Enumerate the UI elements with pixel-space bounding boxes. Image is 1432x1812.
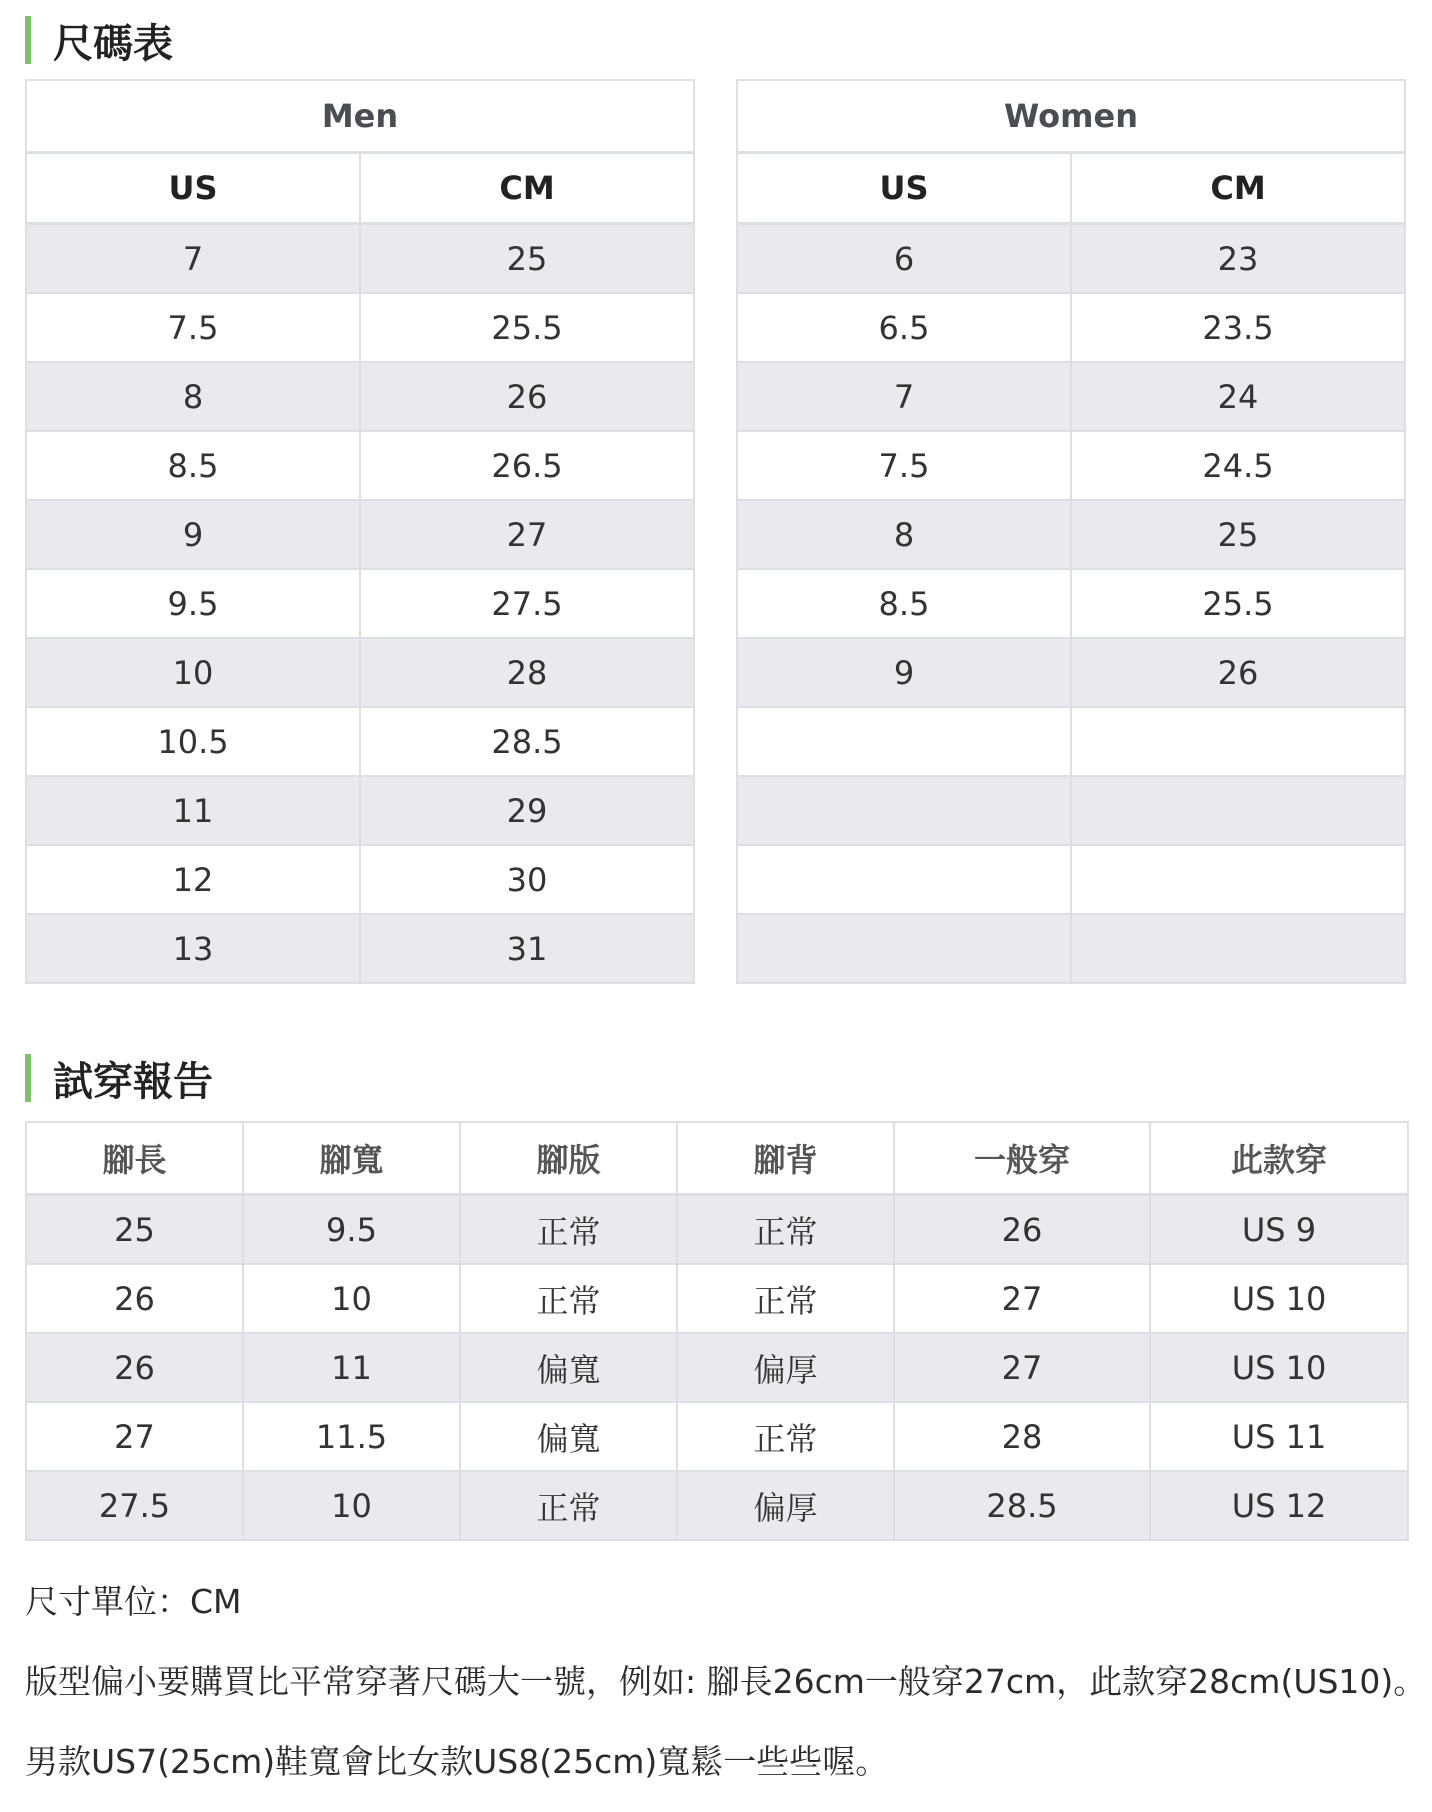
usual-size-cell: 28 xyxy=(894,1402,1150,1471)
this-model-size-header: 此款穿 xyxy=(1150,1122,1408,1195)
women-us-cell: 6 xyxy=(737,224,1071,294)
men-cm-header: CM xyxy=(360,153,694,224)
fit-report-table xyxy=(25,1121,1409,1541)
men-us-cell: 7.5 xyxy=(26,293,360,362)
women-cm-cell: 24 xyxy=(1071,362,1405,431)
foot-shape-cell: 正常 xyxy=(460,1264,677,1333)
this-model-size-cell: US 9 xyxy=(1150,1195,1408,1265)
men-size-row xyxy=(26,293,694,362)
instep-cell: 正常 xyxy=(677,1195,894,1265)
foot-shape-header: 腳版 xyxy=(460,1122,677,1195)
foot-shape-cell: 偏寬 xyxy=(460,1402,677,1471)
men-us-cell: 10.5 xyxy=(26,707,360,776)
men-size-row xyxy=(26,500,694,569)
men-size-row xyxy=(26,569,694,638)
women-size-row xyxy=(737,500,1405,569)
women-us-cell xyxy=(737,845,1071,914)
this-model-size-cell: US 12 xyxy=(1150,1471,1408,1540)
women-size-row xyxy=(737,776,1405,845)
instep-cell: 偏厚 xyxy=(677,1471,894,1540)
usual-size-header: 一般穿 xyxy=(894,1122,1150,1195)
women-us-cell xyxy=(737,707,1071,776)
foot-length-header: 腳長 xyxy=(26,1122,243,1195)
women-us-cell: 9 xyxy=(737,638,1071,707)
women-us-cell: 7 xyxy=(737,362,1071,431)
foot-shape-cell: 正常 xyxy=(460,1195,677,1265)
men-size-row xyxy=(26,707,694,776)
women-cm-header: CM xyxy=(1071,153,1405,224)
men-us-cell: 13 xyxy=(26,914,360,983)
usual-size-cell: 27 xyxy=(894,1264,1150,1333)
men-cm-cell: 29 xyxy=(360,776,694,845)
women-size-row xyxy=(737,707,1405,776)
men-size-row xyxy=(26,431,694,500)
this-model-size-cell: US 10 xyxy=(1150,1264,1408,1333)
foot-length-cell: 26 xyxy=(26,1264,243,1333)
men-cm-cell: 28 xyxy=(360,638,694,707)
men-cm-cell: 30 xyxy=(360,845,694,914)
usual-size-cell: 28.5 xyxy=(894,1471,1150,1540)
women-us-header: US xyxy=(737,153,1071,224)
women-size-row xyxy=(737,293,1405,362)
women-size-row xyxy=(737,431,1405,500)
women-size-row xyxy=(737,845,1405,914)
men-size-table xyxy=(25,79,695,984)
this-model-size-cell: US 11 xyxy=(1150,1402,1408,1471)
foot-width-cell: 11 xyxy=(243,1333,460,1402)
foot-width-cell: 9.5 xyxy=(243,1195,460,1265)
fit-report-row xyxy=(26,1471,1408,1540)
men-size-row xyxy=(26,638,694,707)
foot-length-cell: 25 xyxy=(26,1195,243,1265)
men-us-cell: 7 xyxy=(26,224,360,294)
women-cm-cell: 23 xyxy=(1071,224,1405,294)
foot-width-cell: 10 xyxy=(243,1264,460,1333)
women-us-cell: 8 xyxy=(737,500,1071,569)
width-comparison-note: 男款US7(25cm)鞋寬會比女款US8(25cm)寬鬆一些些喔。 xyxy=(25,1742,889,1781)
this-model-size-cell: US 10 xyxy=(1150,1333,1408,1402)
women-cm-cell: 26 xyxy=(1071,638,1405,707)
men-cm-cell: 25 xyxy=(360,224,694,294)
instep-header: 腳背 xyxy=(677,1122,894,1195)
instep-cell: 偏厚 xyxy=(677,1333,894,1402)
women-us-cell: 6.5 xyxy=(737,293,1071,362)
men-us-cell: 9 xyxy=(26,500,360,569)
fit-report-table-body xyxy=(26,1195,1408,1541)
usual-size-cell: 27 xyxy=(894,1333,1150,1402)
women-cm-cell: 24.5 xyxy=(1071,431,1405,500)
women-us-cell xyxy=(737,776,1071,845)
fit-report-row xyxy=(26,1195,1408,1265)
sizing-advice-note: 版型偏小要購買比平常穿著尺碼大一號，例如: 腳長26cm一般穿27cm，此款穿28cm(US10)。 xyxy=(25,1662,1427,1701)
men-size-row xyxy=(26,776,694,845)
usual-size-cell: 26 xyxy=(894,1195,1150,1265)
women-size-row xyxy=(737,362,1405,431)
unit-note: 尺寸單位：CM xyxy=(25,1582,242,1621)
women-table-body xyxy=(737,224,1405,984)
men-table-caption: Men xyxy=(26,80,694,153)
men-cm-cell: 31 xyxy=(360,914,694,983)
men-size-row xyxy=(26,224,694,294)
women-cm-cell xyxy=(1071,914,1405,983)
women-cm-cell: 25.5 xyxy=(1071,569,1405,638)
women-size-row xyxy=(737,569,1405,638)
men-us-cell: 8.5 xyxy=(26,431,360,500)
women-size-table xyxy=(736,79,1406,984)
men-table-body xyxy=(26,224,694,984)
men-cm-cell: 25.5 xyxy=(360,293,694,362)
men-size-row xyxy=(26,914,694,983)
men-cm-cell: 26.5 xyxy=(360,431,694,500)
women-cm-cell xyxy=(1071,776,1405,845)
men-size-row xyxy=(26,362,694,431)
women-cm-cell: 23.5 xyxy=(1071,293,1405,362)
men-cm-cell: 28.5 xyxy=(360,707,694,776)
women-cm-cell xyxy=(1071,707,1405,776)
fit-report-row xyxy=(26,1333,1408,1402)
size-chart-title: 尺碼表 xyxy=(25,16,173,64)
men-us-header: US xyxy=(26,153,360,224)
men-cm-cell: 27.5 xyxy=(360,569,694,638)
men-us-cell: 8 xyxy=(26,362,360,431)
women-us-cell xyxy=(737,914,1071,983)
men-us-cell: 12 xyxy=(26,845,360,914)
men-cm-cell: 26 xyxy=(360,362,694,431)
women-cm-cell xyxy=(1071,845,1405,914)
women-table-caption: Women xyxy=(737,80,1405,153)
men-cm-cell: 27 xyxy=(360,500,694,569)
foot-width-header: 腳寬 xyxy=(243,1122,460,1195)
women-size-row xyxy=(737,638,1405,707)
women-us-cell: 8.5 xyxy=(737,569,1071,638)
foot-length-cell: 26 xyxy=(26,1333,243,1402)
women-cm-cell: 25 xyxy=(1071,500,1405,569)
men-us-cell: 9.5 xyxy=(26,569,360,638)
instep-cell: 正常 xyxy=(677,1402,894,1471)
men-us-cell: 10 xyxy=(26,638,360,707)
fit-report-header-row xyxy=(26,1122,1408,1195)
foot-length-cell: 27 xyxy=(26,1402,243,1471)
foot-length-cell: 27.5 xyxy=(26,1471,243,1540)
foot-shape-cell: 偏寬 xyxy=(460,1333,677,1402)
foot-width-cell: 11.5 xyxy=(243,1402,460,1471)
women-size-row xyxy=(737,224,1405,294)
fit-report-row xyxy=(26,1264,1408,1333)
foot-shape-cell: 正常 xyxy=(460,1471,677,1540)
women-us-cell: 7.5 xyxy=(737,431,1071,500)
men-size-row xyxy=(26,845,694,914)
instep-cell: 正常 xyxy=(677,1264,894,1333)
foot-width-cell: 10 xyxy=(243,1471,460,1540)
women-size-row xyxy=(737,914,1405,983)
men-us-cell: 11 xyxy=(26,776,360,845)
fit-report-row xyxy=(26,1402,1408,1471)
fit-report-title: 試穿報告 xyxy=(25,1054,213,1102)
